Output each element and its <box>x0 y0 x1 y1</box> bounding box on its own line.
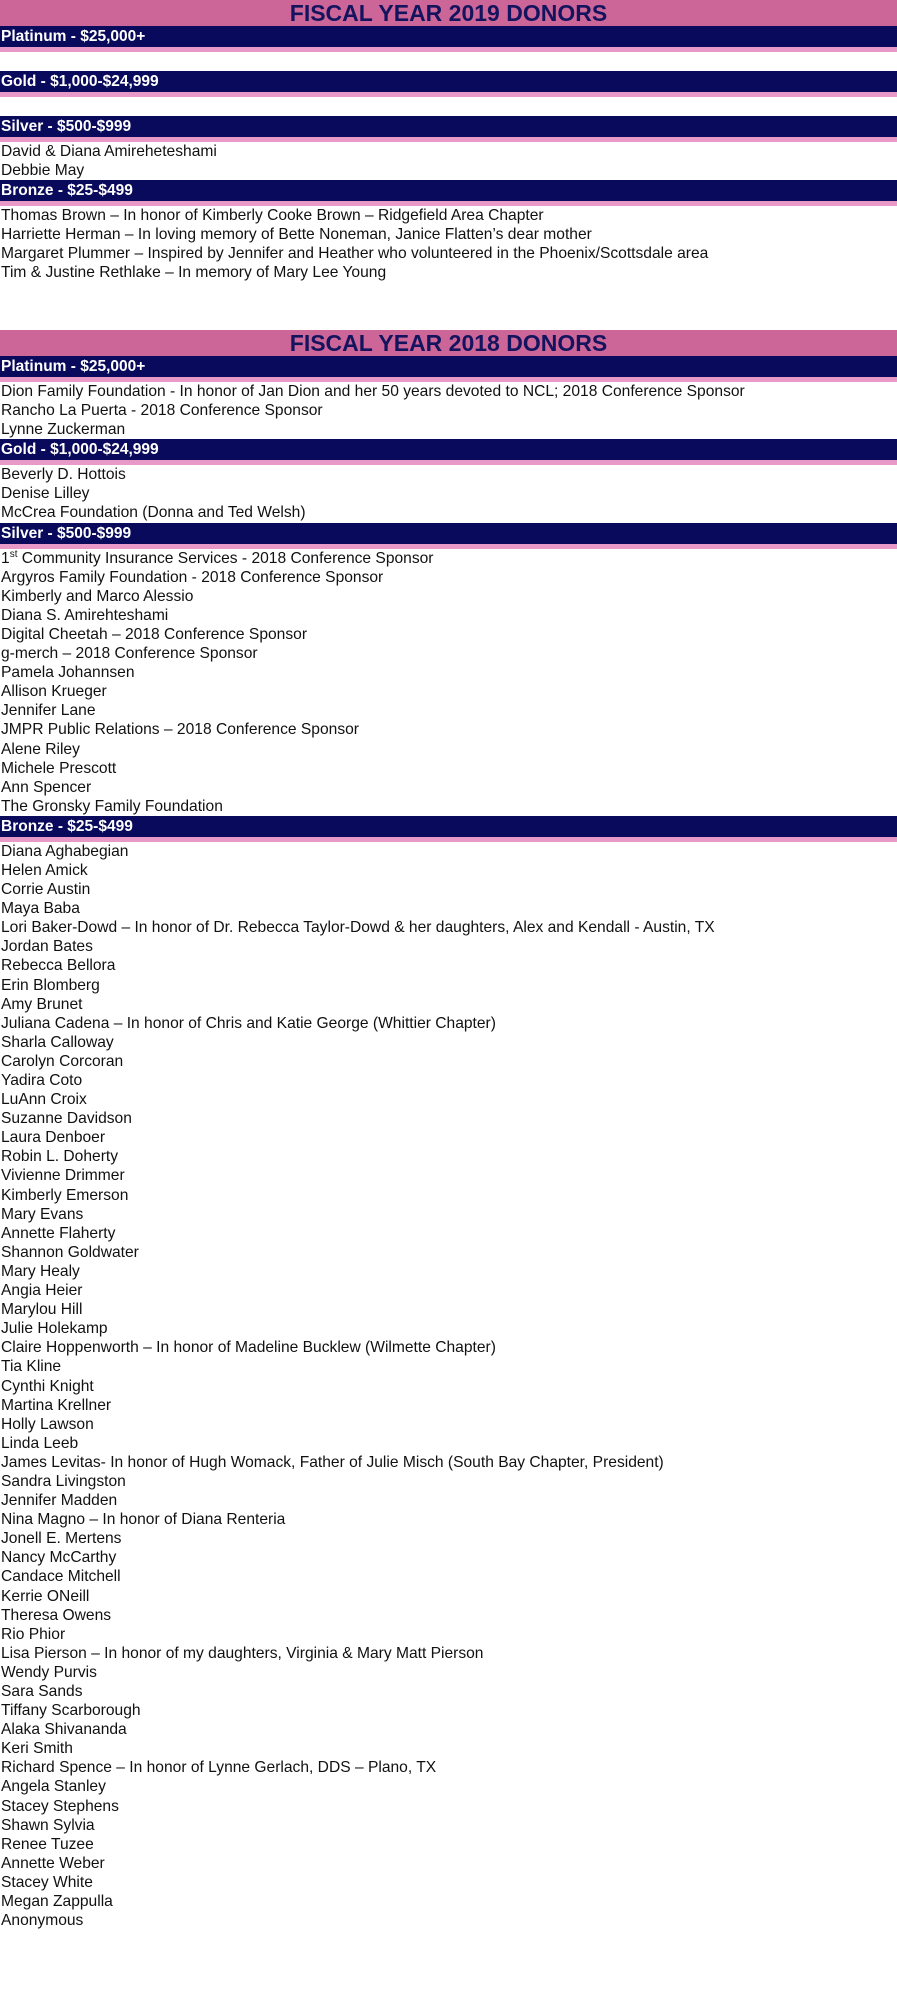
fy2018-silver-donor-list <box>0 568 897 816</box>
donor-entry: Claire Hoppenworth – In honor of Madeline Bucklew (Wilmette Chapter) <box>1 1339 496 1357</box>
donor-entry: Thomas Brown – In honor of Kimberly Cooke Brown – Ridgefield Area Chapter <box>1 207 544 225</box>
donor-entry <box>0 549 897 568</box>
fy2019-bronze-header: Bronze - $25-$499 <box>0 180 897 201</box>
donor-entry: Allison Krueger <box>1 683 107 701</box>
donor-entry: Beverly D. Hottois <box>1 466 126 484</box>
donor-entry: Megan Zappulla <box>1 1893 113 1911</box>
donor-entry: Renee Tuzee <box>1 1835 94 1853</box>
donor-entry: Argyros Family Foundation - 2018 Conference Sponsor <box>1 568 384 586</box>
donor-entry: Jordan Bates <box>1 938 93 956</box>
donor-entry: Nancy McCarthy <box>1 1549 117 1567</box>
fiscal-year-2018-title: FISCAL YEAR 2018 DONORS <box>0 330 897 356</box>
donor-entry: Dion Family Foundation - In honor of Jan Dion and her 50 years devoted to NCL; 2018 Conference Sponsor <box>1 383 745 400</box>
donor-entry: Pamela Johannsen <box>1 664 135 682</box>
donor-name-rest: Community Insurance Services - 2018 Conference Sponsor <box>17 549 434 567</box>
donor-entry: The Gronsky Family Foundation <box>1 797 223 815</box>
donor-entry: Tiffany Scarborough <box>1 1702 141 1720</box>
fy2018-gold-donor-list <box>0 465 897 522</box>
fy2018-bronze-header: Bronze - $25-$499 <box>0 816 897 837</box>
donor-entry: Holly Lawson <box>1 1415 94 1433</box>
donor-entry: g-merch – 2018 Conference Sponsor <box>1 645 258 663</box>
donor-entry: Linda Leeb <box>1 1434 79 1452</box>
fiscal-year-2018-section <box>0 330 897 1930</box>
donor-entry: Shawn Sylvia <box>1 1816 95 1834</box>
donor-entry: Nina Magno – In honor of Diana Renteria <box>1 1511 286 1529</box>
donor-entry: Michele Prescott <box>1 759 117 777</box>
donor-number: 1 <box>1 549 10 567</box>
donor-entry: Stacey Stephens <box>1 1797 119 1815</box>
donor-entry: Annette Weber <box>1 1854 105 1872</box>
donor-entry: Wendy Purvis <box>1 1663 97 1681</box>
donor-entry: Vivienne Drimmer <box>1 1167 125 1185</box>
donor-entry: Rebecca Bellora <box>1 957 116 975</box>
fy2019-silver-header: Silver - $500-$999 <box>0 116 897 137</box>
donor-entry: Sara Sands <box>1 1683 83 1700</box>
fy2018-platinum-header: Platinum - $25,000+ <box>0 356 897 377</box>
donor-entry: Sandra Livingston <box>1 1472 126 1490</box>
donor-entry: Carolyn Corcoran <box>1 1052 124 1070</box>
donor-entry: Debbie May <box>1 162 85 180</box>
donor-entry: Diana Aghabegian <box>1 842 129 860</box>
donor-entry: Amy Brunet <box>1 995 83 1013</box>
donor-entry: Stacey White <box>1 1873 93 1891</box>
donor-entry: Laura Denboer <box>1 1129 106 1147</box>
donor-entry: Diana S. Amirehteshami <box>1 606 169 624</box>
donor-entry: Cynthi Knight <box>1 1377 94 1395</box>
fy2018-platinum-donor-list <box>0 382 897 439</box>
donor-entry: Martina Krellner <box>1 1396 112 1414</box>
ordinal-suffix: st <box>9 548 18 560</box>
donor-entry: Tia Kline <box>1 1358 62 1376</box>
donor-entry: Julie Holekamp <box>1 1320 108 1338</box>
fiscal-year-2019-title: FISCAL YEAR 2019 DONORS <box>0 0 897 26</box>
donor-entry: Yadira Coto <box>1 1072 83 1089</box>
donor-entry: Kimberly and Marco Alessio <box>1 587 194 605</box>
donor-entry: Corrie Austin <box>1 881 91 899</box>
donor-entry: Annette Flaherty <box>1 1224 116 1242</box>
donor-entry: Denise Lilley <box>1 485 90 503</box>
fy2019-gold-empty-list <box>0 97 897 116</box>
donor-entry: LuAnn Croix <box>1 1091 87 1109</box>
donor-entry: Jonell E. Mertens <box>1 1530 122 1548</box>
donor-entry: Shannon Goldwater <box>1 1243 139 1261</box>
donor-entry: Angia Heier <box>1 1282 83 1300</box>
fy2019-bronze-donor-list <box>0 206 897 282</box>
donor-entry: James Levitas- In honor of Hugh Womack, Father of Julie Misch (South Bay Chapter, President) <box>1 1453 664 1471</box>
fy2018-bronze-donor-list <box>0 842 897 1930</box>
donor-entry: Lisa Pierson – In honor of my daughters, Virginia & Mary Matt Pierson <box>1 1644 484 1662</box>
donor-entry: Kerrie ONeill <box>1 1587 90 1605</box>
donor-entry: McCrea Foundation (Donna and Ted Welsh) <box>1 504 306 522</box>
donor-entry: Rio Phior <box>1 1625 66 1643</box>
donor-entry: Juliana Cadena – In honor of Chris and Katie George (Whittier Chapter) <box>1 1014 496 1032</box>
donor-entry: Jennifer Lane <box>1 702 96 720</box>
donor-entry: Angela Stanley <box>1 1778 106 1796</box>
fy2019-platinum-header: Platinum - $25,000+ <box>0 26 897 47</box>
donor-entry: Alene Riley <box>1 740 80 758</box>
donor-entry: Ann Spencer <box>1 778 92 796</box>
donor-entry: Mary Evans <box>1 1205 84 1223</box>
fy2019-gold-header: Gold - $1,000-$24,999 <box>0 71 897 92</box>
fy2018-gold-header: Gold - $1,000-$24,999 <box>0 439 897 460</box>
donor-entry: Erin Blomberg <box>1 976 100 994</box>
donor-entry: Lynne Zuckerman <box>1 421 126 439</box>
fy2018-silver-header: Silver - $500-$999 <box>0 523 897 544</box>
fy2019-silver-donor-list <box>0 142 897 180</box>
donor-entry: Mary Healy <box>1 1262 80 1280</box>
donor-entry: Keri Smith <box>1 1740 73 1758</box>
donor-entry: Digital Cheetah – 2018 Conference Sponsor <box>1 625 308 643</box>
donor-entry: Maya Baba <box>1 900 80 918</box>
donor-entry: Harriette Herman – In loving memory of Bette Noneman, Janice Flatten’s dear mother <box>1 226 592 244</box>
donor-entry: Richard Spence – In honor of Lynne Gerlach, DDS – Plano, TX <box>1 1759 437 1777</box>
donor-entry: David & Diana Amireheteshami <box>1 143 217 160</box>
donor-entry: Anonymous <box>1 1912 84 1930</box>
donor-entry: Suzanne Davidson <box>1 1110 132 1128</box>
donor-entry: Margaret Plummer – Inspired by Jennifer and Heather who volunteered in the Phoenix/Scottsdale area <box>1 245 709 263</box>
donor-entry: Rancho La Puerta - 2018 Conference Sponsor <box>1 402 323 420</box>
donor-entry: JMPR Public Relations – 2018 Conference Sponsor <box>1 721 359 739</box>
donor-entry: Lori Baker-Dowd – In honor of Dr. Rebecca Taylor-Dowd & her daughters, Alex and Kendall - Austin, TX <box>1 919 715 937</box>
donor-entry: Sharla Calloway <box>1 1033 114 1051</box>
donor-entry: Kimberly Emerson <box>1 1186 129 1204</box>
donor-entry: Alaka Shivananda <box>1 1721 127 1739</box>
donor-entry: Robin L. Doherty <box>1 1148 119 1166</box>
donor-entry: Marylou Hill <box>1 1301 83 1319</box>
donor-entry: Tim & Justine Rethlake – In memory of Mary Lee Young <box>1 264 387 282</box>
fiscal-year-2019-section <box>0 0 897 283</box>
donor-entry: Candace Mitchell <box>1 1568 121 1586</box>
donor-entry: Jennifer Madden <box>1 1492 118 1510</box>
fy2019-platinum-empty-list <box>0 52 897 71</box>
donor-entry: Helen Amick <box>1 861 88 879</box>
donor-entry: Theresa Owens <box>1 1606 112 1624</box>
